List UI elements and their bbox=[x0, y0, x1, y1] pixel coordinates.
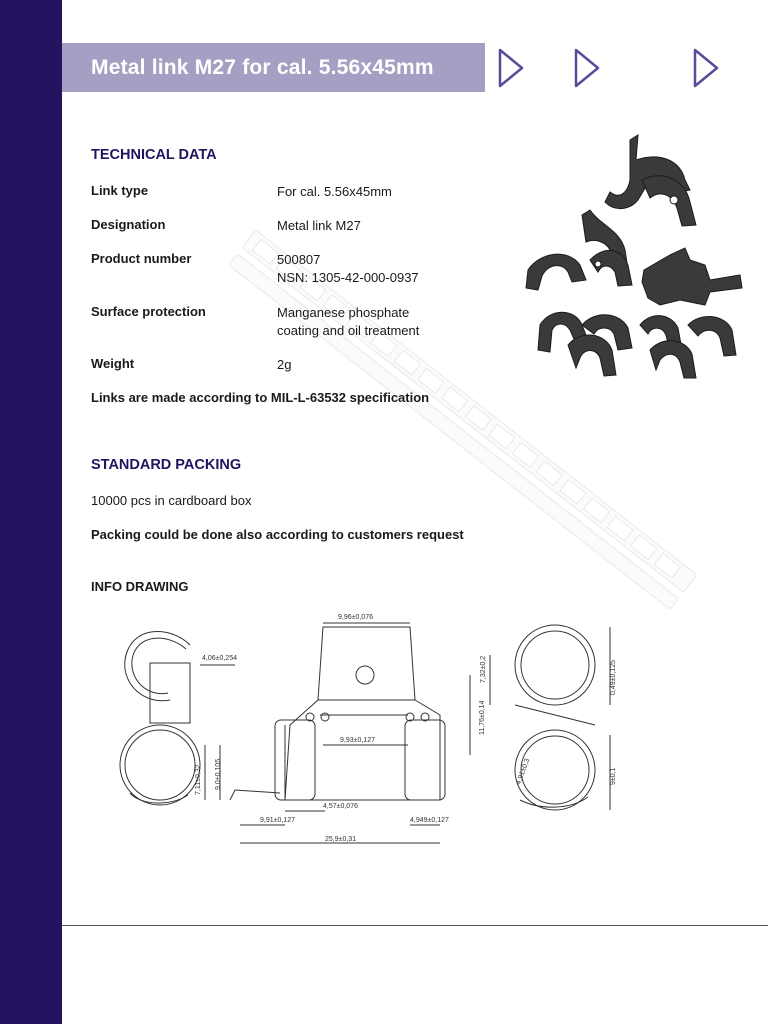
row-label: Link type bbox=[91, 183, 149, 198]
dim-label: 4,57±0,076 bbox=[323, 803, 358, 810]
sidebar-band bbox=[0, 0, 62, 1024]
specification-note: Links are made according to MIL-L-63532 specification bbox=[91, 390, 430, 405]
dim-label: 7,32±0,2 bbox=[480, 655, 487, 683]
technical-drawing bbox=[110, 605, 630, 855]
dim-label: 4,949±0,127 bbox=[410, 817, 449, 824]
dim-label: 0,49±0,125 bbox=[610, 660, 617, 695]
row-label: Surface protection bbox=[91, 304, 206, 319]
dim-label: 9,96±0,076 bbox=[338, 614, 373, 621]
row-value: 2g bbox=[277, 357, 292, 372]
info-drawing-heading: INFO DRAWING bbox=[91, 579, 189, 594]
chevron-right-icon bbox=[692, 47, 720, 89]
metal-links-photo bbox=[520, 130, 745, 385]
packing-quantity: 10000 pcs in cardboard box bbox=[91, 493, 252, 508]
dim-label: 7,11±0,32 bbox=[195, 764, 202, 795]
dim-label: 9,0±0,105 bbox=[215, 758, 222, 790]
row-label: Product number bbox=[91, 251, 192, 266]
row-value: 500807 bbox=[277, 252, 321, 267]
standard-packing-heading: STANDARD PACKING bbox=[91, 457, 242, 473]
row-label: Weight bbox=[91, 356, 135, 371]
footer-divider bbox=[62, 925, 768, 926]
row-value-secondary: NSN: 1305-42-000-0937 bbox=[277, 270, 419, 285]
dim-label: 9±0,1 bbox=[610, 767, 617, 785]
dim-label: 9,93±0,127 bbox=[340, 737, 375, 744]
dim-label: 25,9±0,31 bbox=[325, 836, 357, 843]
row-value-secondary: coating and oil treatment bbox=[277, 323, 420, 338]
chevron-right-icon bbox=[573, 47, 601, 89]
dim-label: 11,76±0,14 bbox=[479, 700, 486, 735]
dim-label: 4,06±0,254 bbox=[202, 655, 237, 662]
dim-label: 9,91±0,127 bbox=[260, 817, 295, 824]
row-label: Designation bbox=[91, 217, 166, 232]
technical-data-heading: TECHNICAL DATA bbox=[91, 147, 217, 163]
packing-note: Packing could be done also according to customers request bbox=[91, 527, 464, 542]
page-title-text: Metal link M27 for cal. 5.56x45mm bbox=[91, 55, 434, 79]
row-value: For cal. 5.56x45mm bbox=[277, 184, 392, 199]
row-value: Metal link M27 bbox=[277, 218, 361, 233]
row-value: Manganese phosphate bbox=[277, 305, 410, 320]
page-title bbox=[62, 43, 485, 92]
chevron-right-icon bbox=[497, 47, 525, 89]
dim-label: 4,91±0,3 bbox=[515, 757, 532, 786]
